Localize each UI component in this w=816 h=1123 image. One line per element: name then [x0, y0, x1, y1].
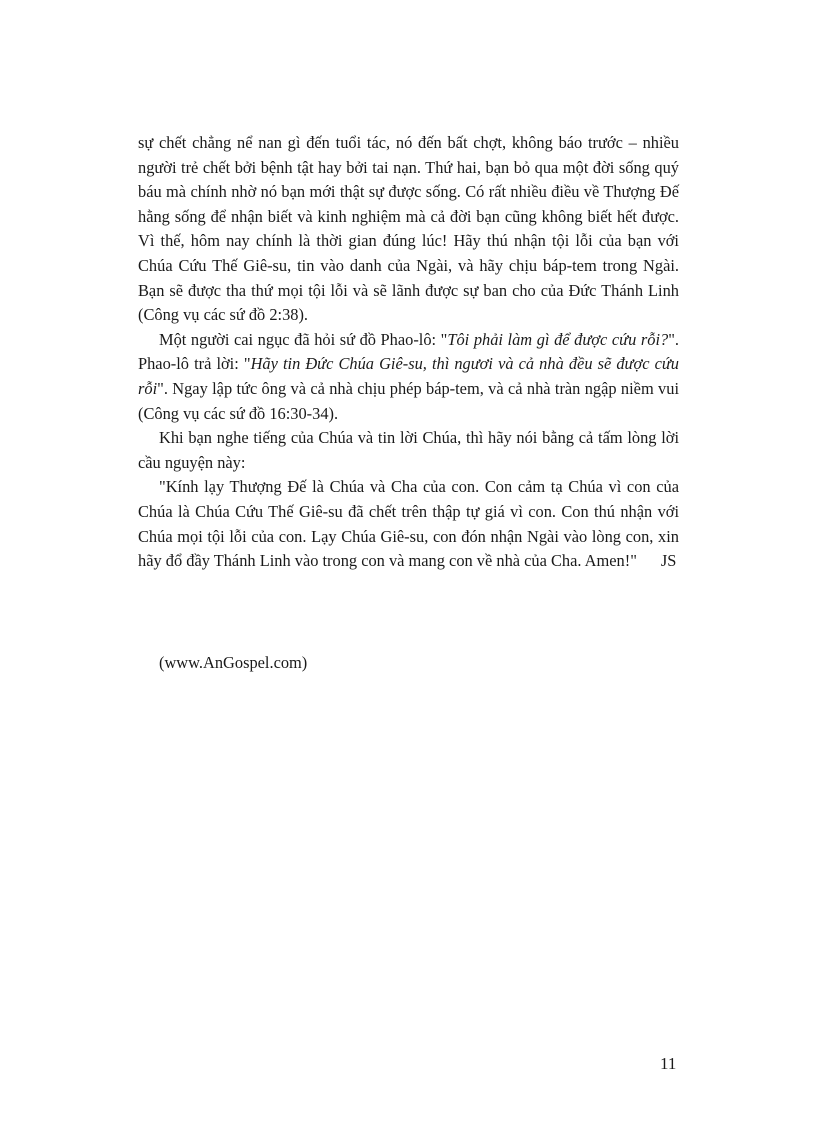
prayer-text: "Kính lạy Thượng Đế là Chúa và Cha của con. Con cảm tạ Chúa vì con của Chúa là Chúa Cứu Thế Giê-su đã chết trên thập tự giá vì con. Con thú nhận với Chúa mọi tội lỗi của con. Lạy Chúa Giê-su, con đón nhận Ngài vào lòng con, xin hãy đổ đầy Thánh Linh vào trong con và mang con về nhà của Cha. Amen!": [138, 477, 679, 571]
prayer-signature: JS: [660, 551, 677, 571]
body-text: [138, 131, 679, 574]
paragraph-2-text-a: Một người cai ngục đã hỏi sứ đồ Phao-lô: ": [159, 329, 448, 349]
paragraph-2: [138, 328, 679, 426]
quote-answer: Hãy tin Đức Chúa Giê-su, thì ngươi và cả nhà đều sẽ được cứu rỗi: [138, 354, 680, 398]
website-reference: (www.AnGospel.com): [159, 653, 308, 672]
paragraph-2-text-c: ". Phao-lô trả lời: ": [138, 329, 679, 374]
paragraph-1: sự chết chẳng nể nan gì đến tuổi tác, nó đến bất chợt, không báo trước – nhiều người trẻ chết bởi bệnh tật hay bởi tai nạn. Thứ hai, bạn bỏ qua một đời sống quý báu mà chính nhờ nó bạn mới thật sự được sống. Có rất nhiều điều về Thượng Đế hằng sống để nhận biết và kinh nghiệm mà cả đời bạn cũng không biết hết được. Vì thế, hôm nay chính là thời gian đúng lúc! Hãy thú nhận tội lỗi của bạn với Chúa Cứu Thế Giê-su, tin vào danh của Ngài, và hãy chịu báp-tem trong Ngài. Bạn sẽ được tha thứ mọi tội lỗi và sẽ lãnh được sự ban cho của Đức Thánh Linh (Công vụ các sứ đồ 2:38).: [138, 133, 679, 325]
prayer-paragraph: [138, 475, 679, 573]
paragraph-2-text-e: ". Ngay lập tức ông và cả nhà chịu phép báp-tem, và cả nhà tràn ngập niềm vui (Công vụ các sứ đồ 16:30-34).: [138, 378, 679, 423]
quote-question: Tôi phải làm gì để được cứu rỗi?: [447, 329, 669, 349]
paragraph-3: Khi bạn nghe tiếng của Chúa và tin lời Chúa, thì hãy nói bằng cả tấm lòng lời cầu nguyện này:: [138, 428, 679, 472]
page-number: 11: [660, 1054, 677, 1073]
